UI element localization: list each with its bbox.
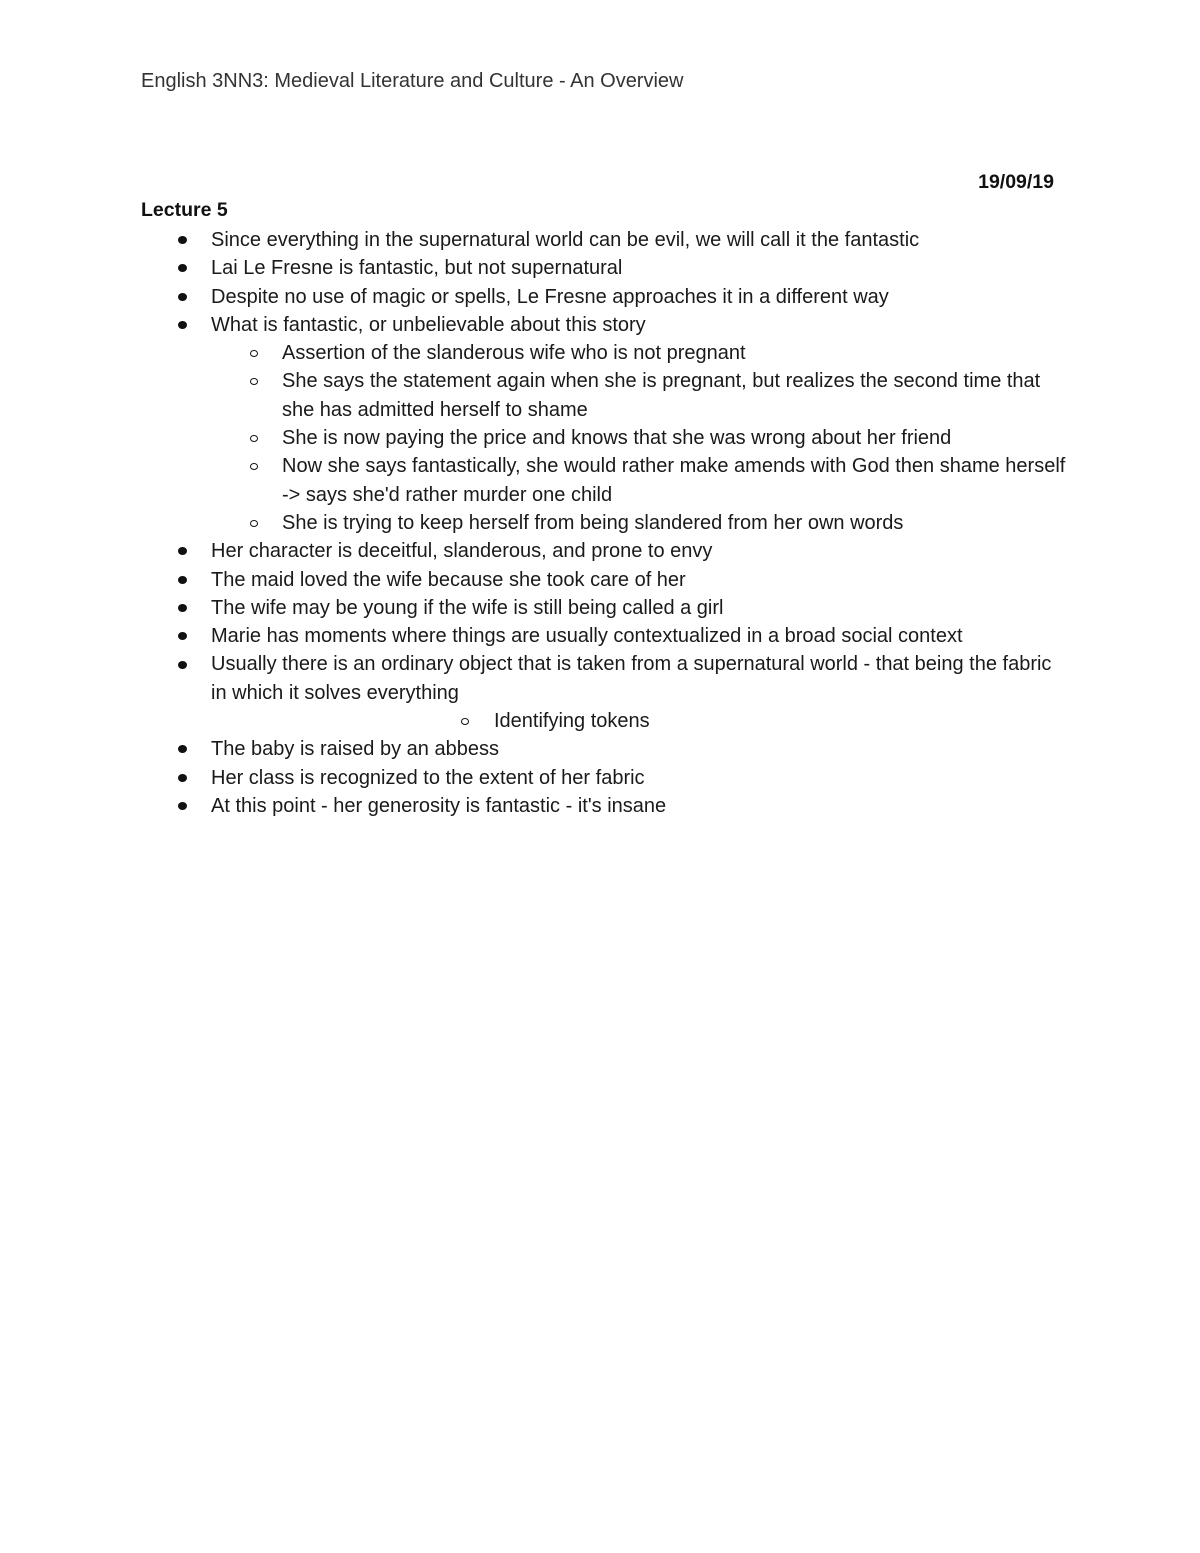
hollow-bullet-icon	[248, 367, 260, 395]
sub-bullet-item	[0, 707, 1200, 735]
bullet-text: Now she says fantastically, she would rather make amends with God then shame herself -> says she'd rather murder one child	[282, 455, 1066, 506]
lecture-date: 19/09/19	[978, 171, 1054, 193]
bullet-text: The baby is raised by an abbess	[211, 738, 499, 761]
bullet-item	[0, 537, 1200, 565]
lecture-notes-list	[0, 226, 1200, 820]
bullet-text: What is fantastic, or unbelievable about this story	[211, 313, 646, 336]
hollow-bullet-icon	[248, 452, 260, 480]
bullet-text: Marie has moments where things are usually contextualized in a broad social context	[211, 625, 963, 648]
bullet-text: Identifying tokens	[494, 710, 650, 733]
bullet-text: Her character is deceitful, slanderous, and prone to envy	[211, 540, 713, 563]
bullet-item	[0, 311, 1200, 339]
bullet-item	[0, 283, 1200, 311]
hollow-bullet-icon	[459, 707, 471, 735]
filled-bullet-icon	[176, 650, 188, 678]
filled-bullet-icon	[176, 283, 188, 311]
bullet-text: The maid loved the wife because she took care of her	[211, 568, 686, 591]
sub-bullet-item	[0, 452, 1200, 509]
bullet-item	[0, 594, 1200, 622]
filled-bullet-icon	[176, 311, 188, 339]
bullet-text: Lai Le Fresne is fantastic, but not supernatural	[211, 257, 623, 280]
bullet-item	[0, 226, 1200, 254]
filled-bullet-icon	[176, 254, 188, 282]
hollow-bullet-icon	[248, 509, 260, 537]
bullet-item	[0, 622, 1200, 650]
bullet-text: The wife may be young if the wife is still being called a girl	[211, 596, 724, 619]
sub-bullet-item	[0, 509, 1200, 537]
bullet-text: She says the statement again when she is pregnant, but realizes the second time that she has admitted herself to shame	[282, 370, 1041, 421]
sub-bullet-item	[0, 339, 1200, 367]
bullet-item	[0, 650, 1200, 707]
bullet-text: She is now paying the price and knows that she was wrong about her friend	[282, 427, 952, 450]
document-header-title: English 3NN3: Medieval Literature and Culture - An Overview	[141, 70, 684, 92]
bullet-text: Since everything in the supernatural world can be evil, we will call it the fantastic	[211, 229, 920, 251]
filled-bullet-icon	[176, 792, 188, 820]
filled-bullet-icon	[176, 566, 188, 594]
sub-bullet-item	[0, 367, 1200, 424]
bullet-item	[0, 764, 1200, 792]
filled-bullet-icon	[176, 226, 188, 254]
bullet-text: At this point - her generosity is fantastic - it's insane	[211, 794, 667, 817]
bullet-item	[0, 566, 1200, 594]
bullet-text: Her class is recognized to the extent of her fabric	[211, 766, 645, 789]
bullet-item	[0, 254, 1200, 282]
filled-bullet-icon	[176, 735, 188, 763]
bullet-text: Usually there is an ordinary object that is taken from a supernatural world - that being the fabric in which it solves everything	[211, 653, 1052, 704]
filled-bullet-icon	[176, 537, 188, 565]
bullet-item	[0, 792, 1200, 820]
bullet-text: Despite no use of magic or spells, Le Fresne approaches it in a different way	[211, 285, 889, 308]
hollow-bullet-icon	[248, 339, 260, 367]
hollow-bullet-icon	[248, 424, 260, 452]
bullet-text: Assertion of the slanderous wife who is not pregnant	[282, 342, 746, 365]
sub-bullet-item	[0, 424, 1200, 452]
filled-bullet-icon	[176, 594, 188, 622]
filled-bullet-icon	[176, 764, 188, 792]
lecture-title: Lecture 5	[141, 199, 228, 221]
filled-bullet-icon	[176, 622, 188, 650]
bullet-text: She is trying to keep herself from being slandered from her own words	[282, 511, 904, 534]
bullet-item	[0, 735, 1200, 763]
